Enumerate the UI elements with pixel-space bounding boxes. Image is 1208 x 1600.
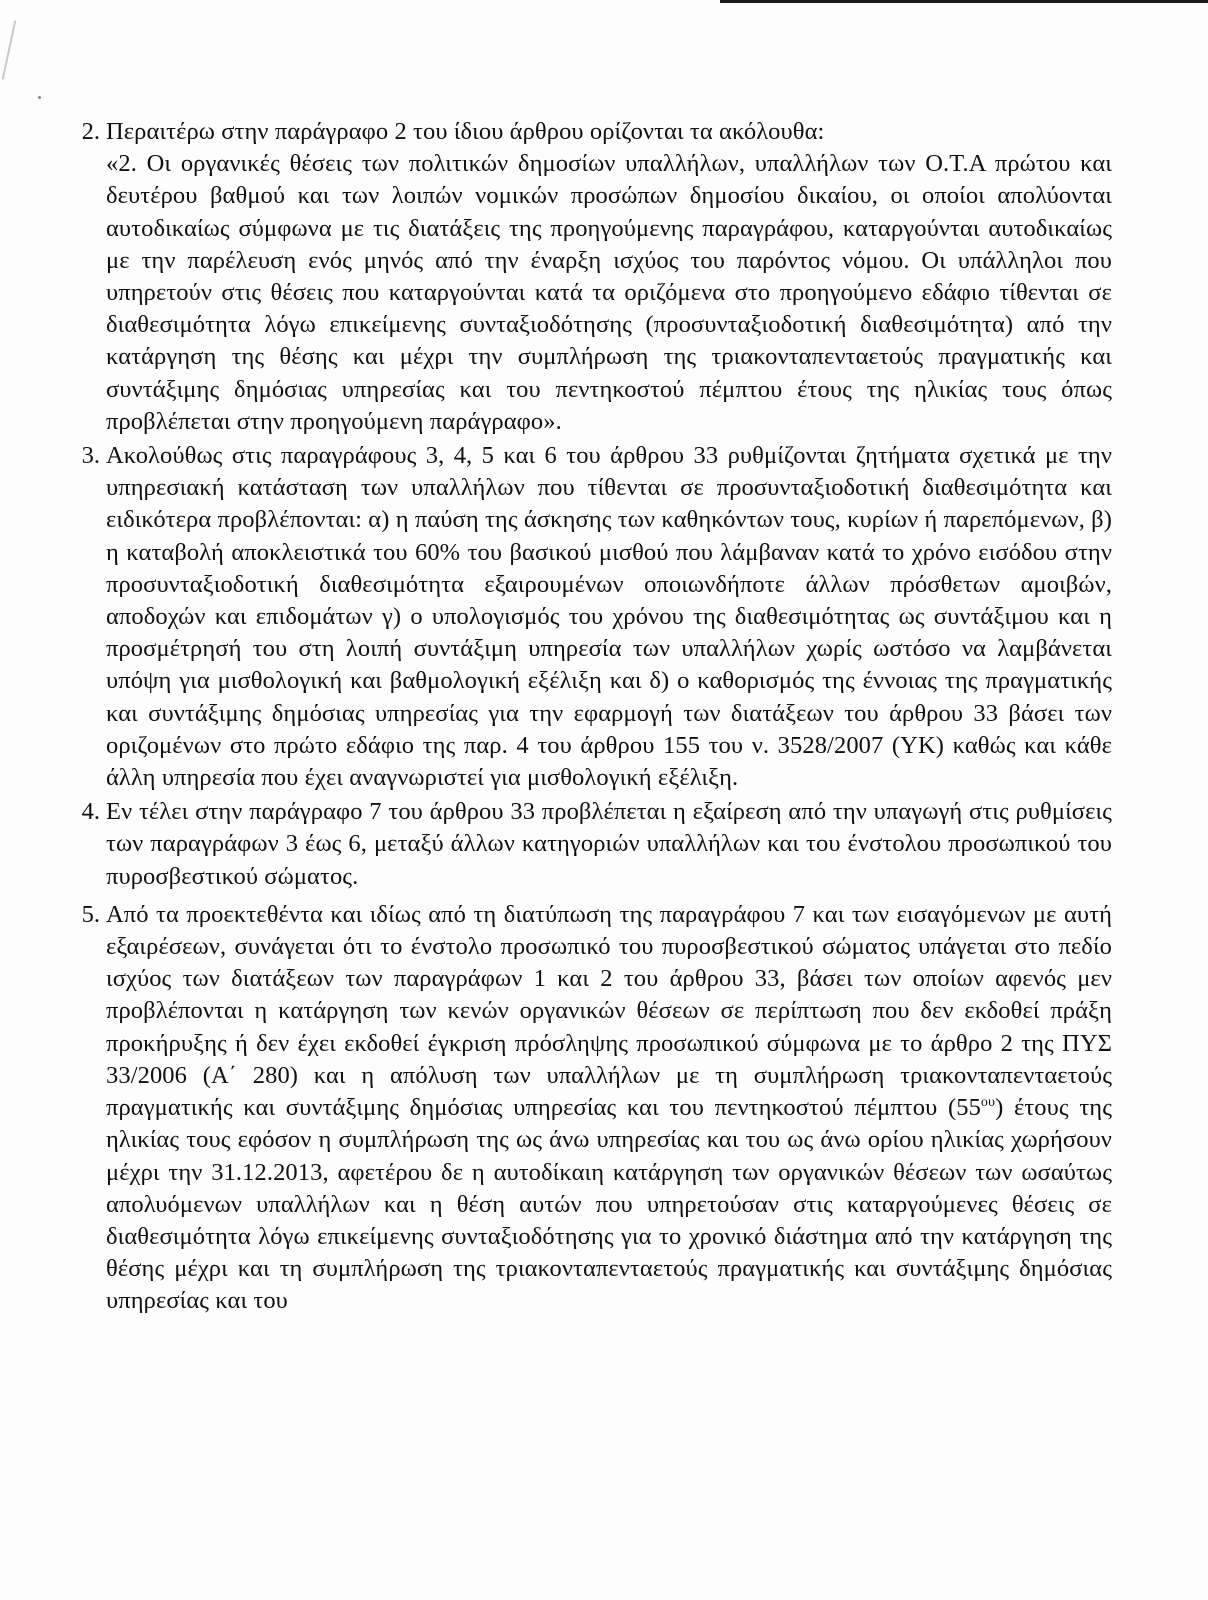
- item-number: 2.: [81, 118, 100, 145]
- item-paragraph: Εν τέλει στην παράγραφο 7 του άρθρου 33 προβλέπεται η εξαίρεση από την υπαγωγή στις ρυθμίσεις των παραγράφων 3 έως 6, μεταξύ άλλων κατηγοριών υπαλλήλων και του ένστολου προσωπικού του πυροσβεστικού σώματος.: [106, 798, 1112, 890]
- item-intro: Περαιτέρω στην παράγραφο 2 του ίδιου άρθρου ορίζονται τα ακόλουθα:: [106, 118, 825, 145]
- item-number: 5.: [81, 900, 100, 928]
- item-paragraph: [106, 899, 1112, 1318]
- list-item-3: [60, 440, 1112, 794]
- scan-border-top: [720, 0, 1208, 3]
- item-number: 4.: [81, 798, 100, 826]
- item-text-part-2: ) έτους της ηλικίας τους εφόσον η συμπλήρωση της ως άνω υπηρεσίας και του ως άνω ορίου ηλικίας χωρήσουν μέχρι την 31.12.2013, αφετέρου δε η αυτοδίκαιη κατάργηση των οργανικών θέσεων των ωσαύτως απολυόμενων υπαλλήλων και η θέση αυτών που υπηρετούσαν στις καταργούμενες θέσεις σε διαθεσιμότητα λόγω επικείμενης συνταξιοδότησης για το χρονικό διάστημα από την κατάργηση της θέσης μέχρι και τη συμπλήρωση της τριακονταπενταετούς πραγματικής και συντάξιμης δημόσιας υπηρεσίας και του: [106, 1094, 1112, 1315]
- scan-artifact-mark: [2, 20, 16, 79]
- list-item-5: [60, 899, 1112, 1318]
- item-text-part-1: Από τα προεκτεθέντα και ιδίως από τη διατύπωση της παραγράφου 7 και των εισαγόμενων με αυτή εξαιρέσεων, συνάγεται ότι το ένστολο προσωπικό του πυροσβεστικού σώματος υπάγεται στο πεδίο ισχύος των διατάξεων των παραγράφων 1 και 2 του άρθρου 33, βάσει των οποίων αφενός μεν προβλέπονται η κατάργηση των κενών οργανικών θέσεων σε περίπτωση που δεν εκδοθεί πράξη προκήρυξης ή δεν έχει εκδοθεί έγκριση πρόσληψης προσωπικού σύμφωνα με το άρθρο 2 της ΠΥΣ 33/2006 (Α΄ 280) και η απόλυση των υπαλλήλων με τη συμπλήρωση τριακονταπενταετούς πραγματικής και συντάξιμης δημόσιας υπηρεσίας και του πεντηκοστού πέμπτου (55: [106, 900, 1112, 1122]
- ordinal-superscript: ου: [980, 1094, 996, 1110]
- item-quote-text: «2. Οι οργανικές θέσεις των πολιτικών δημοσίων υπαλλήλων, υπαλλήλων των Ο.Τ.Α πρώτου και δευτέρου βαθμού και των λοιπών νομικών προσώπων δημοσίου δικαίου, οι οποίοι απολύονται αυτοδικαίως σύμφωνα με τις διατάξεις της προηγούμενης παραγράφου, καταργούνται αυτοδικαίως με την παρέλευση ενός μηνός από την έναρξη ισχύος του παρόντος νόμου. Οι υπάλληλοι που υπηρετούν στις θέσεις που καταργούνται κατά τα οριζόμενα στο προηγούμενο εδάφιο τίθενται σε διαθεσιμότητα λόγω επικείμενης συνταξιοδότησης (προσυνταξιοδοτική διαθεσιμότητα) από την κατάργηση της θέσης και μέχρι την συμπλήρωση της τριακονταπενταετούς πραγματικής και συντάξιμης δημόσιας υπηρεσίας και του πεντηκοστού πέμπτου έτους της ηλικίας τους όπως προβλέπεται στην προηγούμενη παράγραφο».: [106, 150, 1112, 435]
- list-item-4: [60, 796, 1112, 893]
- item-paragraph: Ακολούθως στις παραγράφους 3, 4, 5 και 6 του άρθρου 33 ρυθμίζονται ζητήματα σχετικά με την υπηρεσιακή κατάσταση των υπαλλήλων που τίθενται σε προσυνταξιοδοτική διαθεσιμότητα και ειδικότερα προβλέπονται: α) η παύση της άσκησης των καθηκόντων τους, κυρίων ή παρεπόμενων, β) η καταβολή αποκλειστικά του 60% του βασικού μισθού που λάμβαναν κατά το χρόνο εισόδου στην προσυνταξιοδοτική διαθεσιμότητα εξαιρουμένων οποιωνδήποτε άλλων πρόσθετων αμοιβών, αποδοχών και επιδομάτων γ) ο υπολογισμός του χρόνου της διαθεσιμότητας ως συντάξιμου και η προσμέτρησή του στη λοιπή συντάξιμη υπηρεσία των υπαλλήλων χωρίς ωστόσο να λαμβάνεται υπόψη για μισθολογική και βαθμολογική εξέλιξη και δ) ο καθορισμός της έννοιας της πραγματικής και συντάξιμης δημόσιας υπηρεσίας για την εφαρμογή των διατάξεων του άρθρου 33 βάσει των οριζομένων στο πρώτο εδάφιο της παρ. 4 του άρθρου 155 του ν. 3528/2007 (ΥΚ) καθώς και κάθε άλλη υπηρεσία που έχει αναγνωριστεί για μισθολογική εξέλιξη.: [106, 442, 1112, 792]
- list-item-2: [60, 116, 1112, 438]
- numbered-list: [60, 116, 1112, 1318]
- scan-artifact-dot: [38, 96, 41, 99]
- document-body: [60, 116, 1112, 1600]
- item-number: 3.: [81, 442, 100, 470]
- item-paragraph: [106, 116, 1112, 438]
